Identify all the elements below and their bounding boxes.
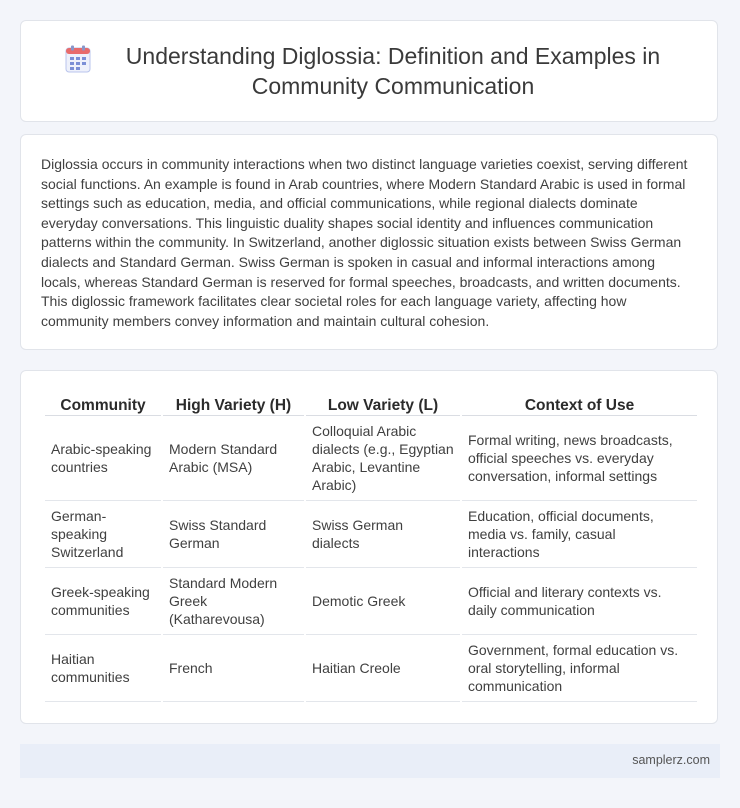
table-row bbox=[45, 635, 697, 702]
cell-low-variety: Swiss German dialects bbox=[306, 501, 460, 568]
column-header-community: Community bbox=[45, 391, 161, 416]
column-header-high-variety: High Variety (H) bbox=[163, 391, 304, 416]
footer-bar bbox=[20, 744, 720, 778]
title-card bbox=[20, 20, 718, 122]
table-row bbox=[45, 568, 697, 635]
diglossia-table bbox=[43, 391, 699, 702]
table-card bbox=[20, 370, 718, 724]
cell-high-variety: Standard Modern Greek (Katharevousa) bbox=[163, 568, 304, 635]
cell-community: Haitian communities bbox=[45, 635, 161, 702]
cell-context: Official and literary contexts vs. daily communication bbox=[462, 568, 697, 635]
cell-context: Government, formal education vs. oral storytelling, informal communication bbox=[462, 635, 697, 702]
cell-community: Arabic-speaking countries bbox=[45, 416, 161, 501]
column-header-low-variety: Low Variety (L) bbox=[306, 391, 460, 416]
footer-site-link[interactable]: samplerz.com bbox=[632, 753, 710, 767]
cell-context: Education, official documents, media vs. family, casual interactions bbox=[462, 501, 697, 568]
title-wrap bbox=[65, 41, 673, 101]
table-row bbox=[45, 416, 697, 501]
cell-low-variety: Haitian Creole bbox=[306, 635, 460, 702]
intro-paragraph: Diglossia occurs in community interactions when two distinct language varieties coexist, serving different social functions. An example is found in Arab countries, where Modern Standard Arabic is used in formal settings such as education, media, and official communications, while regional dialects dominate everyday conversations. This linguistic duality shapes social identity and influences communication patterns within the community. In Switzerland, another diglossic situation exists between Swiss German dialects and Standard German. Swiss German is spoken in casual and informal interactions among locals, whereas Standard German is reserved for formal speeches, broadcasts, and written documents. This diglossic framework facilitates clear societal roles for each language variety, affecting how community members convey information and maintain cultural cohesion. bbox=[41, 156, 688, 329]
cell-high-variety: Modern Standard Arabic (MSA) bbox=[163, 416, 304, 501]
cell-low-variety: Colloquial Arabic dialects (e.g., Egyptian Arabic, Levantine Arabic) bbox=[306, 416, 460, 501]
table-header-row bbox=[45, 391, 697, 416]
cell-context: Formal writing, news broadcasts, official speeches vs. everyday conversation, informal settings bbox=[462, 416, 697, 501]
cell-low-variety: Demotic Greek bbox=[306, 568, 460, 635]
cell-community: German-speaking Switzerland bbox=[45, 501, 161, 568]
page-title: Understanding Diglossia: Definition and Examples in Community Communication bbox=[125, 43, 661, 99]
cell-community: Greek-speaking communities bbox=[45, 568, 161, 635]
column-header-context: Context of Use bbox=[462, 391, 697, 416]
table-row bbox=[45, 501, 697, 568]
cell-high-variety: Swiss Standard German bbox=[163, 501, 304, 568]
intro-card bbox=[20, 134, 718, 350]
cell-high-variety: French bbox=[163, 635, 304, 702]
calendar-grid-icon bbox=[65, 45, 91, 73]
